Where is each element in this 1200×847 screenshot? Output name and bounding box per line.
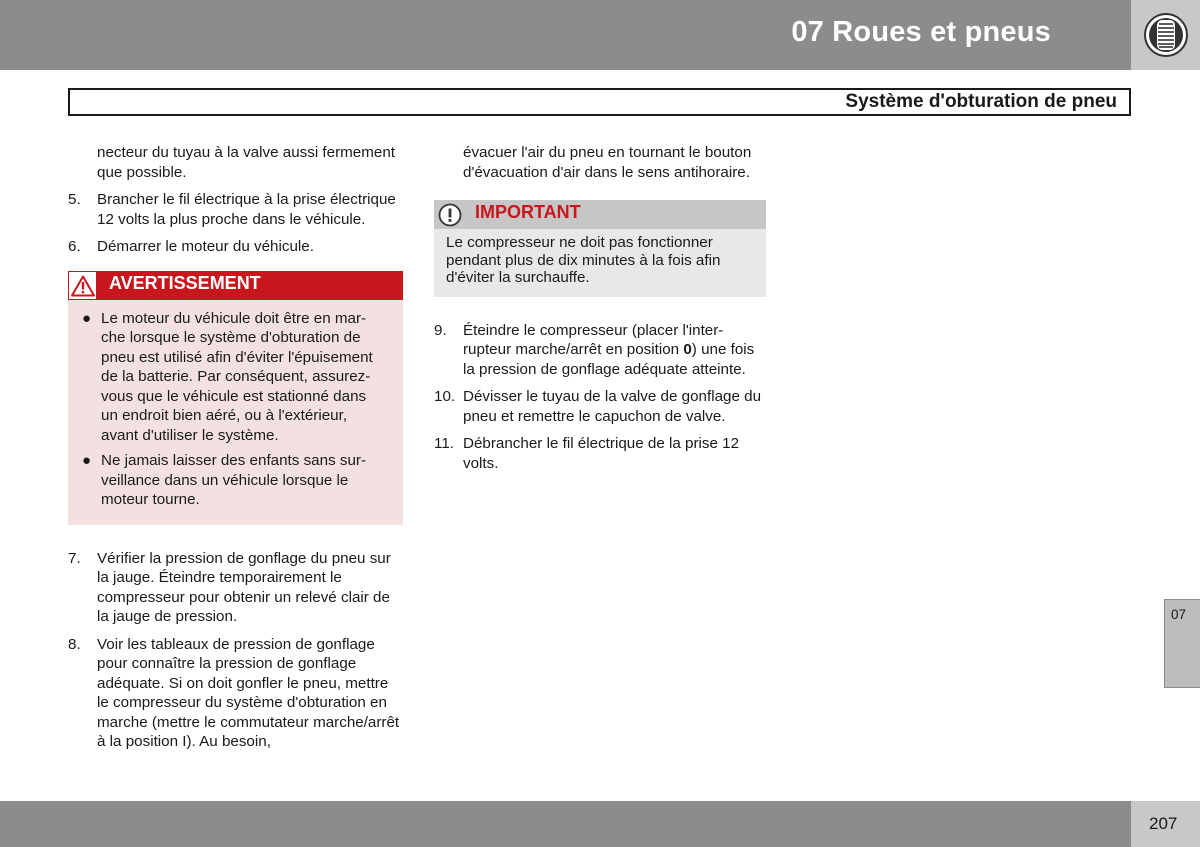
step-text: Brancher le fil électrique à la prise électrique 12 volts la plus proche dans le véhicule. (97, 191, 396, 228)
warning-body (68, 300, 403, 525)
warning-bullet-text: Ne jamais laisser des enfants sans surveillance dans un véhicule lorsque le moteur tourne. (101, 452, 367, 508)
footer-bar (0, 801, 1131, 847)
section-title: Système d'obturation de pneu (845, 91, 1117, 112)
step-item (434, 321, 766, 380)
continuation-text: évacuer l'air du pneu en tournant le bouton d'évacuation d'air dans le sens antihoraire. (463, 144, 752, 181)
important-title: IMPORTANT (475, 202, 581, 222)
step-number: 9. (434, 321, 447, 339)
exclamation-circle-icon (438, 203, 462, 227)
step-text-part: ) une fois la pression de gonflage adéquate atteinte. (463, 341, 755, 378)
chapter-title: 07 Roues et pneus (791, 16, 1051, 48)
step-number: 10. (434, 388, 456, 405)
bullet-dot: ● (82, 309, 92, 327)
step-text-part: Éteindre le compresseur (placer l'interrupteur marche/arrêt en position (463, 321, 724, 358)
warning-bullet-text: Le moteur du véhicule doit être en marche lorsque le système d'obturation de pneu est utilisé afin d'éviter l'épuisement de la batterie. Par conséquent, assurez-vous que le véhicule est stationné dans un endroit bien aéré, ou à l'extérieur, avant d'utiliser le système. (101, 309, 373, 444)
step-number: 5. (68, 191, 81, 208)
important-header (434, 200, 766, 229)
step-text: Débrancher le fil électrique de la prise 12 volts. (463, 435, 740, 472)
middle-column (434, 143, 766, 481)
warning-header (68, 271, 403, 300)
side-tab-label: 07 (1171, 607, 1187, 622)
step-number: 6. (68, 238, 81, 255)
step-item (434, 387, 766, 426)
header-bar (0, 0, 1131, 70)
important-box (434, 200, 766, 297)
section-header (68, 88, 1131, 116)
step-number: 8. (68, 635, 81, 653)
chapter-side-tab (1164, 599, 1200, 688)
step-text: Voir les tableaux de pression de gonflage pour connaître la pression de gonflage adéquate. Si on doit gonfler le pneu, mettre le compresseur du système d'obturation en marche (mettre le commutateur marche/arrêt à la position I). Au besoin, (97, 635, 400, 750)
tire-icon (1143, 12, 1189, 58)
continuation-text: necteur du tuyau à la valve aussi fermement que possible. (97, 144, 396, 181)
step-number: 11. (434, 435, 454, 452)
left-column (68, 143, 403, 760)
step-number: 7. (68, 549, 81, 567)
position-value: 0 (683, 341, 692, 358)
step-text: Démarrer le moteur du véhicule. (97, 238, 314, 255)
warning-bullet (80, 309, 381, 446)
warning-title: AVERTISSEMENT (109, 272, 261, 293)
bullet-dot: ● (82, 452, 92, 469)
important-text: Le compresseur ne doit pas fonctionner pendant plus de dix minutes à la fois afin d'éviter la surchauffe. (446, 234, 721, 286)
warning-triangle-icon (68, 271, 97, 300)
step-text: Dévisser le tuyau de la valve de gonflage du pneu et remettre le capuchon de valve. (463, 388, 762, 425)
step-item (68, 549, 403, 627)
page-number-box (1131, 801, 1200, 847)
step-item (434, 434, 766, 473)
step-text: Vérifier la pression de gonflage du pneu sur la jauge. Éteindre temporairement le compresseur pour obtenir un relevé clair de la jauge de pression. (97, 549, 391, 625)
page-number: 207 (1149, 814, 1178, 833)
step-item (68, 190, 403, 229)
chapter-icon-box (1131, 0, 1200, 70)
step-text (463, 322, 754, 378)
warning-bullet (80, 451, 381, 510)
step-item (68, 635, 403, 752)
step-item (68, 237, 403, 257)
warning-box (68, 271, 403, 525)
